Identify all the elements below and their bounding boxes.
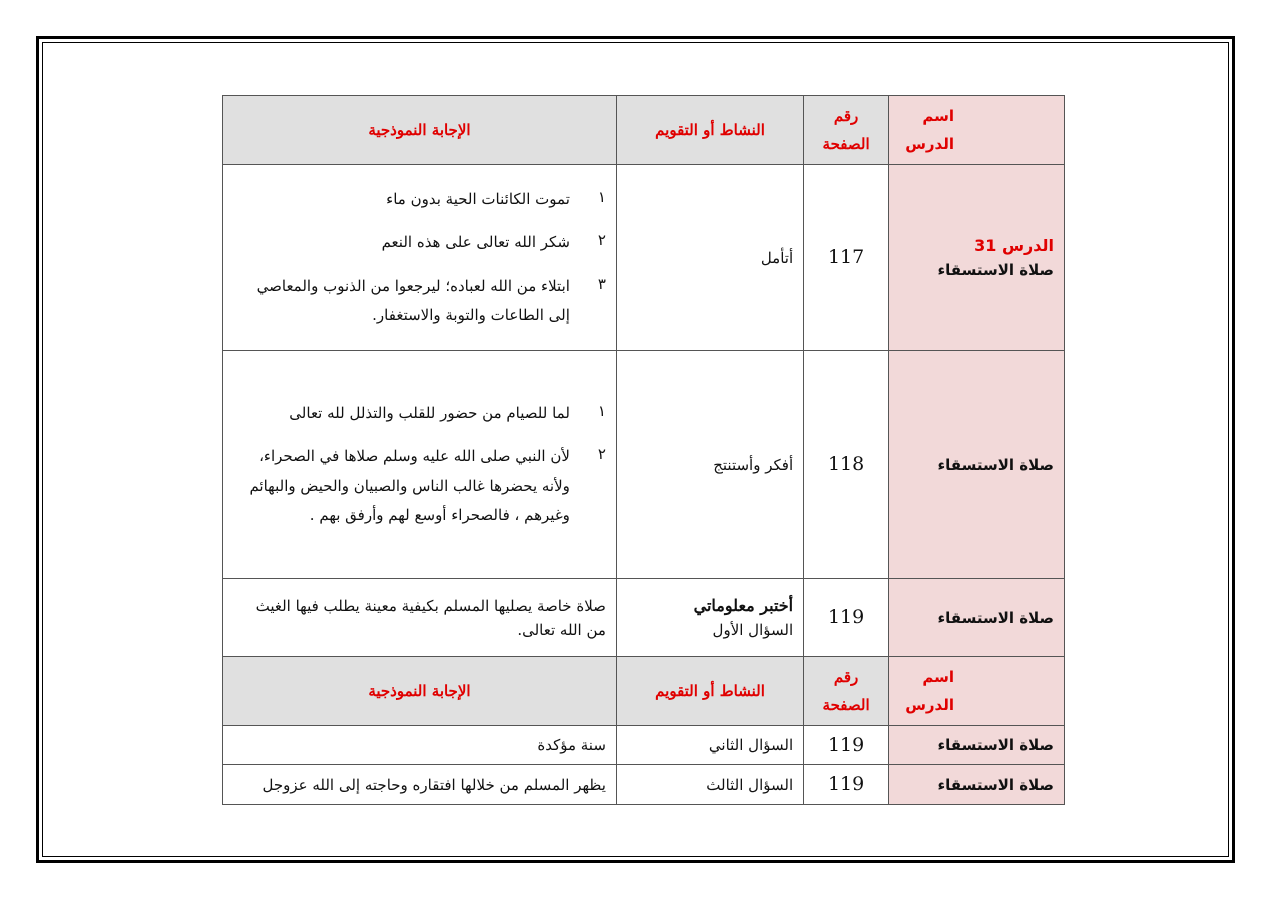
table-row [223,579,1065,657]
table-row [223,726,1065,765]
page-number-cell: 117 [804,165,889,351]
answer-cell [223,165,617,351]
header-model-answer: الإجابة النموذجية [223,96,617,165]
header-activity: النشاط أو التقويم [616,96,803,165]
header-activity: النشاط أو التقويم [616,657,803,726]
answer-item: ٢ لأن النبي صلى الله عليه وسلم صلاها في الصحراء، ولأنه يحضرها غالب الناس والصبيان والحيض والبهائم وغيرهم ، فالصحراء أوسع لهم وأرفق بهم . [249,445,606,524]
activity-cell: السؤال الثالث [616,765,803,804]
activity-cell: أتأمل [616,165,803,351]
header-model-answer: الإجابة النموذجية [223,657,617,726]
answer-cell: يظهر المسلم من خلالها افتقاره وحاجته إلى الله عزوجل [223,765,617,804]
activity-cell: أفكر وأستنتج [616,351,803,579]
activity-cell: أختبر معلوماتي السؤال الأول [616,579,803,657]
answer-item: ١ لما للصيام من حضور للقلب والتذلل لله تعالى [289,402,606,422]
table-row [223,351,1065,579]
header-lesson-name: اسم الدرس [889,657,1065,726]
header-page-number: رقم الصفحة [804,657,889,726]
answer-item: ١ تموت الكائنات الحية بدون ماء [386,188,606,208]
answer-item: ٢ شكر الله تعالى على هذه النعم [381,231,606,252]
lesson-number-label: الدرس 31 [974,235,1054,255]
activity-cell: السؤال الثاني [616,726,803,765]
table-row [223,165,1065,351]
answer-cell [223,351,617,579]
lesson-name-cell: صلاة الاستسقاء [889,765,1065,804]
answer-cell: سنة مؤكدة [223,726,617,765]
lesson-name-cell: الدرس 31 صلاة الاستسقاء [889,165,1065,351]
page-number-cell: 118 [804,351,889,579]
answer-cell: صلاة خاصة يصليها المسلم بكيفية معينة يطلب فيها الغيث من الله تعالى. [223,579,617,657]
lesson-name-cell: صلاة الاستسقاء [889,579,1065,657]
lesson-name-cell: صلاة الاستسقاء [889,351,1065,579]
lessons-table [222,95,1065,805]
table-header-row [223,657,1065,726]
header-page-number: رقم الصفحة [804,96,889,165]
lesson-name-cell: صلاة الاستسقاء [889,726,1065,765]
table-row [223,765,1065,804]
page-number-cell: 119 [804,765,889,804]
page-number-cell: 119 [804,726,889,765]
header-lesson-name: اسم الدرس [889,96,1065,165]
answer-item: ٣ ابتلاء من الله لعباده؛ ليرجعوا من الذنوب والمعاصي إلى الطاعات والتوبة والاستغفار. [256,274,606,324]
table-header-row [223,96,1065,165]
page-number-cell: 119 [804,579,889,657]
